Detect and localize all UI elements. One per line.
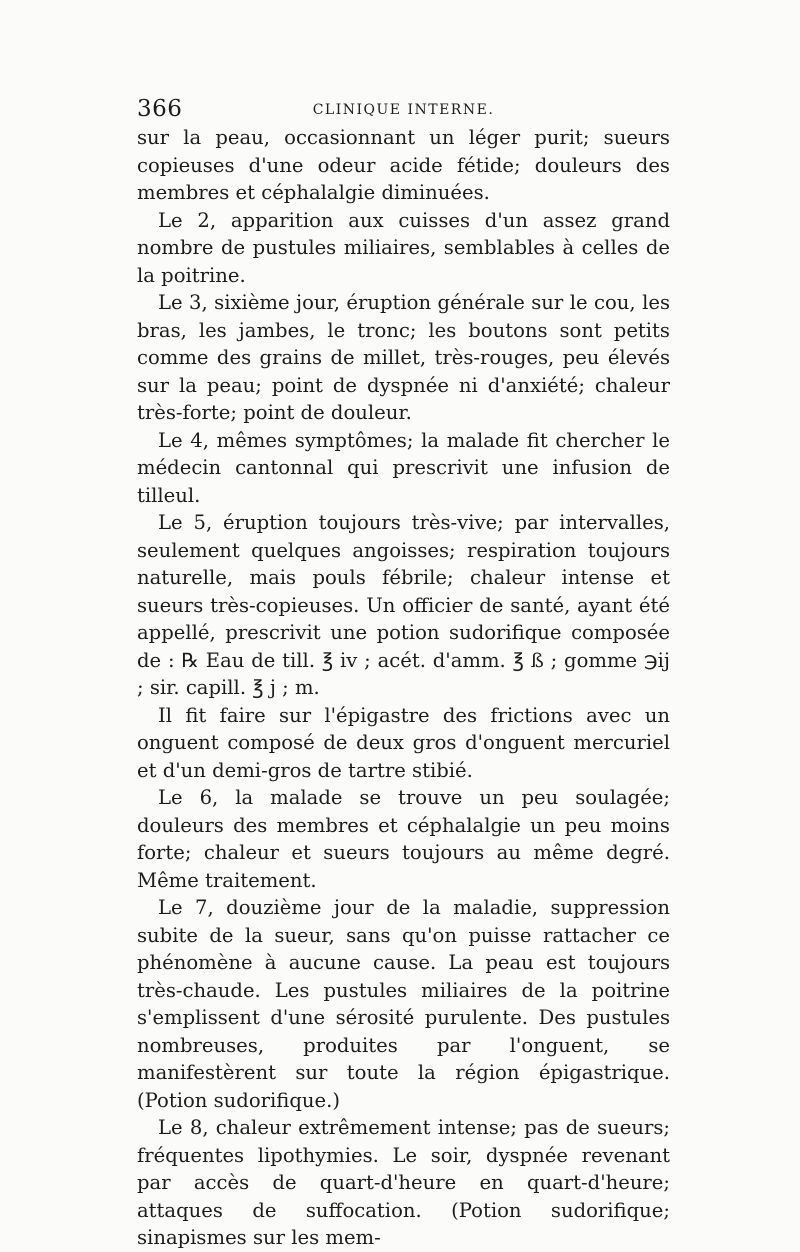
page-number: 366	[137, 96, 183, 122]
paragraph: Le 6, la malade se trouve un peu soulagée; douleurs des membres et céphalalgie un peu moins forte; chaleur et sueurs toujours au même degré. Même traitement.	[137, 786, 670, 892]
running-title: CLINIQUE INTERNE.	[312, 102, 495, 118]
paragraph-continuation: sur la peau, occasionnant un léger purit; sueurs copieuses d'une odeur acide fétide; douleurs des membres et céphalalgie diminuées.	[137, 126, 670, 204]
paragraph: Le 3, sixième jour, éruption générale sur le cou, les bras, les jambes, le tronc; les boutons sont petits comme des grains de millet, très-rouges, peu élevés sur la peau; point de dyspnée ni d'anxiété; chaleur très-forte; point de douleur.	[137, 291, 670, 424]
book-page	[137, 96, 670, 1252]
paragraph: Le 4, mêmes symptômes; la malade fit chercher le médecin cantonnal qui prescrivit une infusion de tilleul.	[137, 428, 670, 507]
paragraph: Le 7, douzième jour de la maladie, suppression subite de la sueur, sans qu'on puisse rattacher ce phénomène à aucune cause. La peau est toujours très-chaude. Les pustules miliaires de la poitrine s'emplissent d'une sérosité purulente. Des pustules nombreuses, produites par l'onguent, se manifestèrent sur toute la région épigastrique. (Potion sudorifique.)	[137, 896, 670, 1112]
page-header	[137, 96, 670, 124]
paragraph: Le 5, éruption toujours très-vive; par intervalles, seulement quelques angoisses; respiration toujours naturelle, mais pouls fébrile; chaleur intense et sueurs très-copieuses. Un officier de santé, ayant été appellé, prescrivit une potion sudorifique composée de : ℞ Eau de till. ℥ iv ; acét. d'amm. ℥ ß ; gomme ℈ij ; sir. capill. ℥ j ; m.	[137, 511, 670, 699]
paragraph: Le 8, chaleur extrêmement intense; pas de sueurs; fréquentes lipothymies. Le soir, dyspnée revenant par accès de quart-d'heure en quart-d'heure; attaques de suffocation. (Potion sudorifique; sinapismes sur les mem-	[137, 1116, 670, 1249]
paragraph: Il fit faire sur l'épigastre des frictions avec un onguent composé de deux gros d'onguent mercuriel et d'un demi-gros de tartre stibié.	[137, 703, 670, 782]
body-text	[137, 124, 670, 1252]
paragraph: Le 2, apparition aux cuisses d'un assez grand nombre de pustules miliaires, semblables à celles de la poitrine.	[137, 208, 670, 287]
